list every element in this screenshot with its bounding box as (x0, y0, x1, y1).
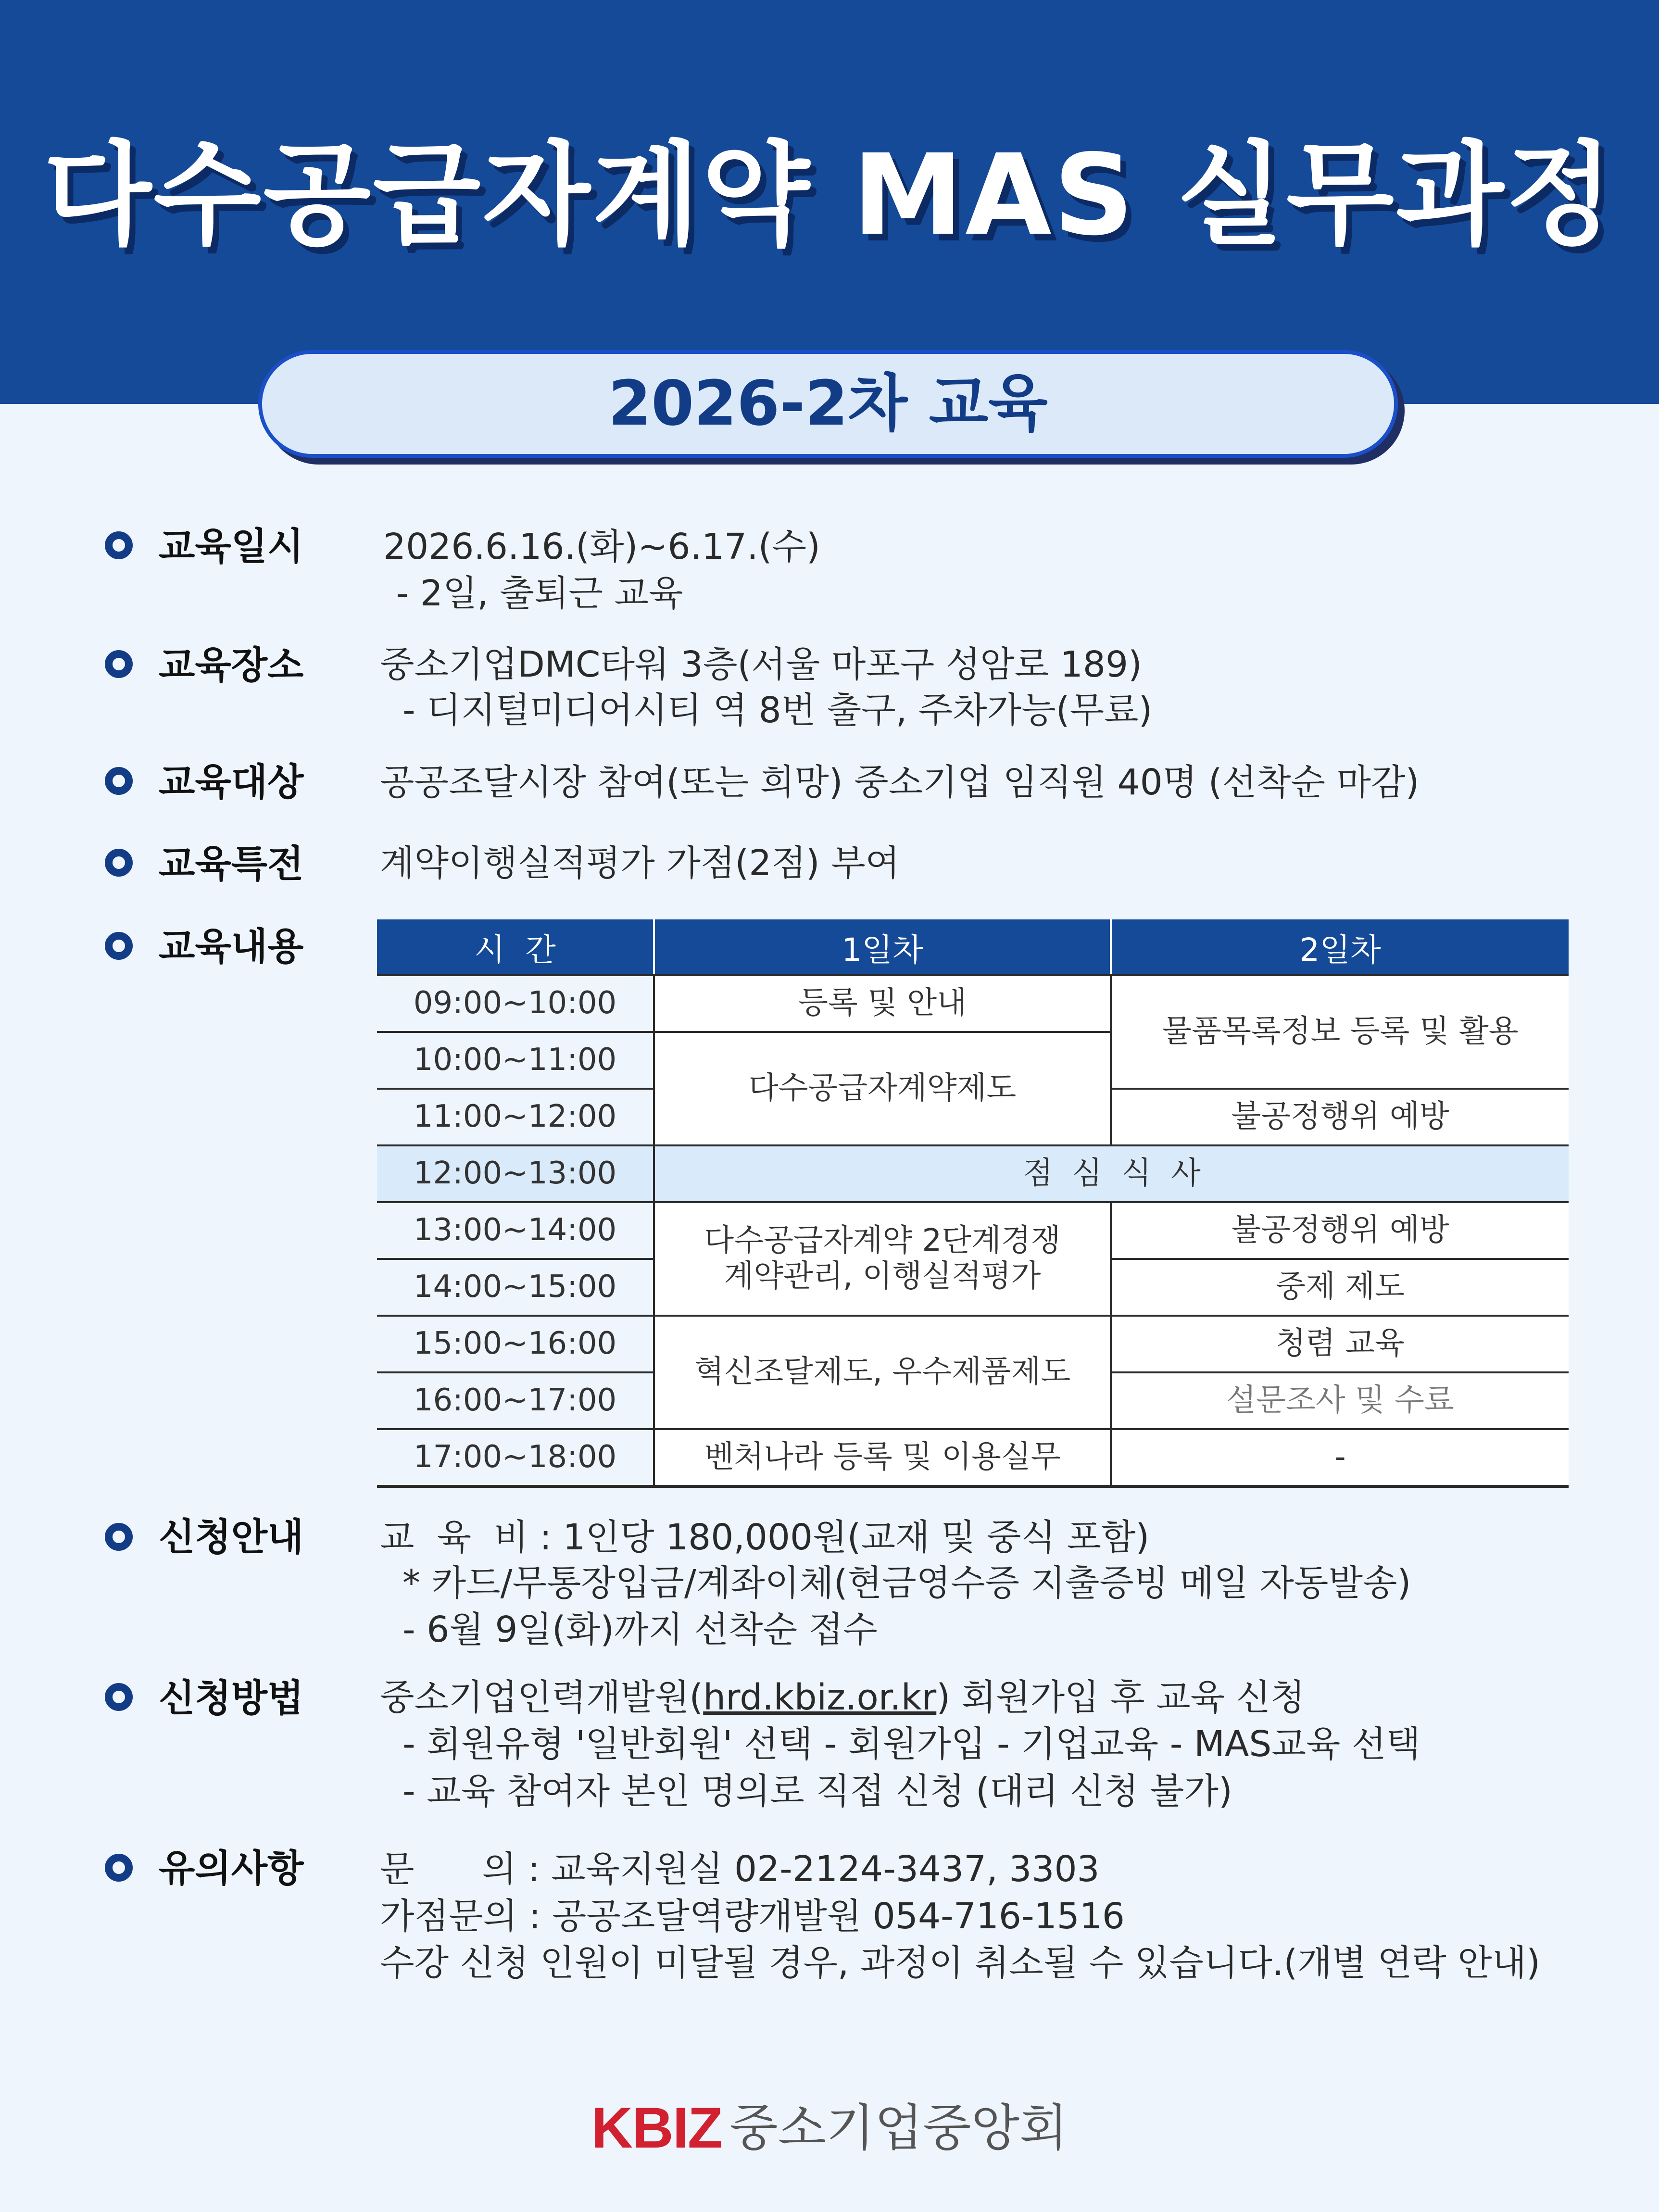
day2-cell: 물품목록정보 등록 및 활용 (1111, 975, 1569, 1089)
section-text: 가점문의 : 공공조달역량개발원 054-716-1516 (380, 1896, 1125, 1937)
schedule-table (377, 919, 1569, 1488)
bullet-icon (105, 849, 133, 877)
time-cell: 17:00~18:00 (377, 1429, 654, 1486)
day1-cell (654, 1202, 1111, 1316)
section-text: 2026.6.16.(화)~6.17.(수) (383, 526, 820, 567)
section-label: 교육내용 (159, 925, 304, 968)
bullet-icon (105, 1854, 133, 1882)
bullet-icon (105, 650, 133, 678)
table-row (377, 1429, 1569, 1486)
hrd-site-link[interactable]: hrd.kbiz.or.kr (703, 1677, 937, 1718)
day2-cell: 불공정행위 예방 (1111, 1089, 1569, 1145)
section-text: - 2일, 출퇴근 교육 (385, 573, 683, 614)
section-text (380, 1677, 1305, 1718)
time-cell: 12:00~13:00 (377, 1145, 654, 1202)
lunch-cell: 점 심 식 사 (654, 1145, 1569, 1202)
org-name: 중소기업중앙회 (729, 2099, 1068, 2157)
time-cell: 10:00~11:00 (377, 1032, 654, 1089)
table-row (377, 975, 1569, 1032)
day2-cell: 중제 제도 (1111, 1259, 1569, 1316)
page-title: 다수공급자계약 MAS 실무과정 (43, 130, 1616, 260)
section-label: 교육장소 (159, 644, 304, 687)
apply-method-suffix: ) 회원가입 후 교육 신청 (936, 1677, 1305, 1718)
day2-cell: - (1111, 1429, 1569, 1486)
footer-logo (0, 2096, 1659, 2160)
section-text: 수강 신청 인원이 미달될 경우, 과정이 취소될 수 있습니다.(개별 연락 안내) (380, 1942, 1541, 1984)
day2-cell: 불공정행위 예방 (1111, 1202, 1569, 1259)
time-cell: 14:00~15:00 (377, 1259, 654, 1316)
section-text: 교 육 비 : 1인당 180,000원(교재 및 중식 포함) (380, 1517, 1150, 1558)
bullet-icon (105, 767, 133, 795)
section-text: 공공조달시장 참여(또는 희망) 중소기업 임직원 40명 (선착순 마감) (380, 762, 1420, 803)
day1-cell: 벤처나라 등록 및 이용실무 (654, 1429, 1111, 1486)
day1-cell: 혁신조달제도, 우수제품제도 (654, 1316, 1111, 1429)
time-cell: 16:00~17:00 (377, 1372, 654, 1429)
bullet-icon (105, 1683, 133, 1711)
bullet-icon (105, 932, 133, 960)
section-label: 신청방법 (159, 1677, 304, 1720)
bullet-icon (105, 531, 133, 559)
section-text: 중소기업DMC타워 3층(서울 마포구 성암로 189) (380, 644, 1142, 685)
table-row (377, 1202, 1569, 1259)
day1-cell-line: 계약관리, 이행실적평가 (724, 1258, 1041, 1294)
lunch-row (377, 1145, 1569, 1202)
day1-cell-line: 다수공급자계약 2단계경쟁 (704, 1223, 1061, 1259)
col-header-day2: 2일차 (1111, 919, 1569, 975)
day2-cell: 청렴 교육 (1111, 1316, 1569, 1372)
col-header-day1: 1일차 (654, 919, 1111, 975)
col-header-time: 시 간 (377, 919, 654, 975)
section-text: - 교육 참여자 본인 명의로 직접 신청 (대리 신청 불가) (380, 1771, 1232, 1812)
section-text: - 회원유형 '일반회원' 선택 - 회원가입 - 기업교육 - MAS교육 선택 (380, 1723, 1420, 1765)
section-label: 신청안내 (159, 1516, 304, 1559)
apply-method-prefix: 중소기업인력개발원( (380, 1677, 704, 1718)
section-label: 교육특전 (159, 842, 304, 886)
section-text: * 카드/무통장입금/계좌이체(현금영수증 지출증빙 메일 자동발송) (380, 1562, 1411, 1604)
table-row (377, 1316, 1569, 1372)
bullet-icon (105, 1523, 133, 1551)
section-text: 문 의 : 교육지원실 02-2124-3437, 3303 (380, 1848, 1100, 1890)
session-badge-label: 2026-2차 교육 (608, 368, 1048, 440)
time-cell: 09:00~10:00 (377, 975, 654, 1032)
kbiz-logo-mark: KBIZ (591, 2096, 722, 2160)
session-badge (258, 350, 1398, 458)
table-header-row (377, 919, 1569, 975)
time-cell: 13:00~14:00 (377, 1202, 654, 1259)
section-label: 유의사항 (159, 1847, 304, 1890)
section-label: 교육대상 (159, 761, 304, 804)
section-text: 계약이행실적평가 가점(2점) 부여 (380, 842, 900, 884)
time-cell: 11:00~12:00 (377, 1089, 654, 1145)
day1-cell: 등록 및 안내 (654, 975, 1111, 1032)
section-text: - 6월 9일(화)까지 선착순 접수 (380, 1609, 878, 1650)
section-label: 교육일시 (159, 525, 304, 568)
day1-cell: 다수공급자계약제도 (654, 1032, 1111, 1145)
time-cell: 15:00~16:00 (377, 1316, 654, 1372)
section-text: - 디지털미디어시티 역 8번 출구, 주차가능(무료) (380, 690, 1153, 731)
day2-cell: 설문조사 및 수료 (1111, 1372, 1569, 1429)
